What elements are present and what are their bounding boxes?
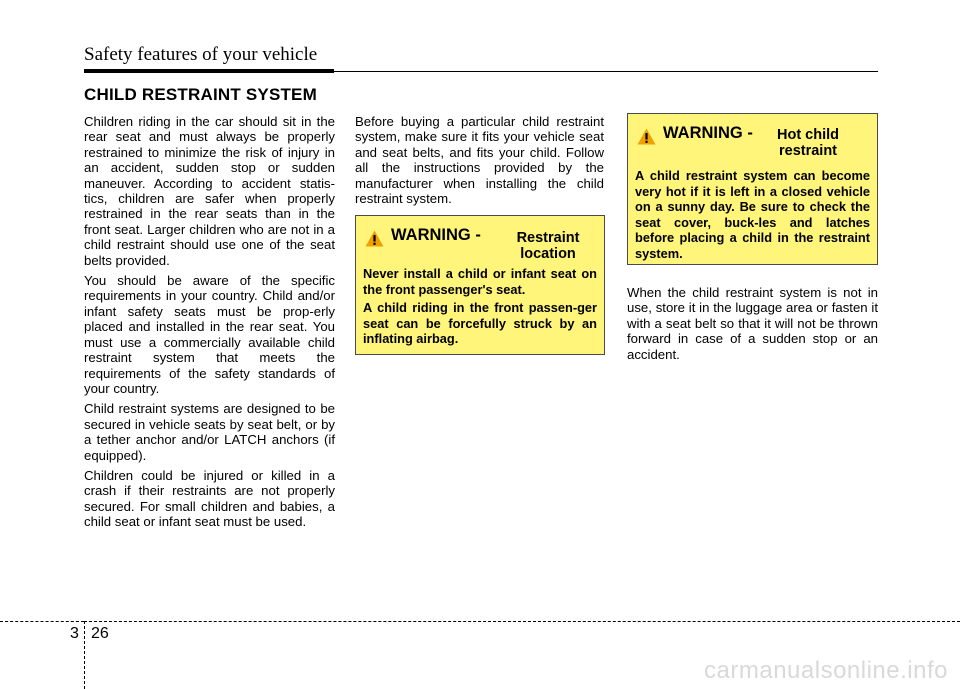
warning-body — [363, 266, 597, 347]
warning-topic: Hot child restraint — [776, 127, 840, 159]
column-left — [84, 114, 335, 535]
warning-box-restraint-location — [355, 215, 605, 355]
paragraph: Child restraint systems are designed to be secured in vehicle seats by seat belt, or by a tether anchor and/or LATCH anchors (if equipped). — [84, 401, 335, 463]
warning-header — [635, 120, 870, 159]
warning-header — [363, 222, 597, 262]
footer-rule-vertical — [84, 621, 86, 689]
warning-text: A child riding in the front passen-ger seat can be forcefully struck by an inflating airbag. — [363, 300, 597, 347]
warning-label: WARNING - — [663, 124, 753, 142]
paragraph: Children riding in the car should sit in the rear seat and must always be properly restrained to minimize the risk of injury in an accident, sudden stop or sudden maneuver. According to accident statis-tics, children are safer when properly restrained in the rear seats than in the front seat. Larger children who are not in a child restraint should use one of the seat belts provided. — [84, 114, 335, 268]
section-heading: CHILD RESTRAINT SYSTEM — [84, 85, 317, 104]
watermark: carmanualsonline.info — [704, 657, 948, 684]
paragraph: Children could be injured or killed in a crash if their restraints are not properly secured. For small children and babies, a child seat or infant seat must be used. — [84, 467, 335, 530]
page-header-title: Safety features of your vehicle — [84, 44, 318, 65]
warning-topic: Restraint location — [516, 230, 580, 262]
warning-triangle-icon — [637, 128, 656, 145]
header-rule-thin — [334, 71, 878, 72]
warning-text: A child restraint system can become very hot if it is left in a closed vehicle on a sunny day. Be sure to check the seat cover, buck-les and latches before placing a child in the restraint system. — [635, 168, 870, 261]
warning-box-hot-restraint — [627, 113, 878, 265]
column-right — [627, 285, 878, 367]
footer-rule — [84, 621, 960, 622]
paragraph: When the child restraint system is not in use, store it in the luggage area or fasten it with a seat belt so that it will not be thrown forward in case of a sudden stop or an accident. — [627, 285, 878, 362]
chapter-number: 3 — [70, 625, 79, 642]
page-number: 26 — [91, 625, 109, 642]
warning-text: Never install a child or infant seat on the front passenger's seat. — [363, 266, 597, 297]
warning-label: WARNING - — [391, 226, 481, 244]
warning-body — [635, 168, 870, 262]
column-middle — [355, 114, 604, 211]
footer-rule-left — [0, 621, 84, 622]
warning-triangle-icon — [365, 230, 384, 247]
header-rule-thick — [84, 69, 334, 73]
paragraph: Before buying a particular child restraint system, make sure it fits your vehicle seat and seat belts, and fits your child. Follow all the instructions provided by the manufacturer when installing the child restraint system. — [355, 114, 604, 207]
paragraph: You should be aware of the specific requirements in your country. Child and/or infant safety seats must be prop-erly placed and installed in the rear seat. You must use a commercially available child restraint system that meets the requirements of the safety standards of your country. — [84, 273, 335, 396]
